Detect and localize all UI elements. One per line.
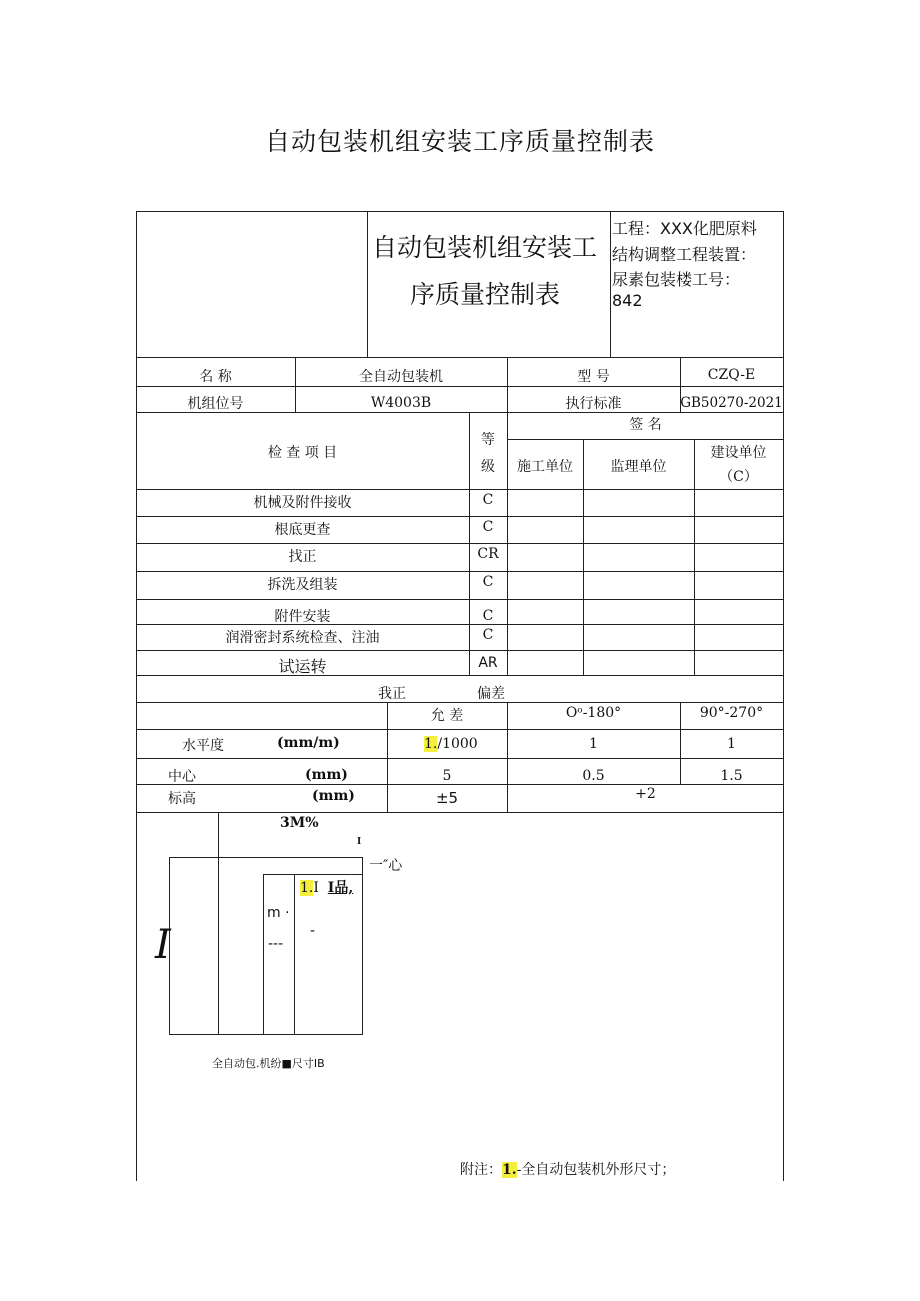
check-grade: C xyxy=(482,574,494,590)
project-line: 842 xyxy=(612,291,643,310)
deviation-allow: 5 xyxy=(442,768,452,784)
deviation-value: 1 xyxy=(727,736,736,752)
drawing-label-m: m · xyxy=(267,905,290,921)
deviation-value: +2 xyxy=(635,786,656,802)
project-line: 工程：XXX化肥原料 xyxy=(612,219,757,238)
check-item: 找正 xyxy=(288,549,317,565)
drawing-label-dot: - xyxy=(310,923,316,939)
unit-no-value: W4003B xyxy=(370,395,432,411)
unit-no-label: 机组位号 xyxy=(187,396,244,412)
model-value: CZQ-E xyxy=(707,367,756,383)
check-item: 试运转 xyxy=(278,657,327,676)
drawing-label-inner: 1.I I品, xyxy=(300,880,354,896)
range2-header: 90°-270° xyxy=(699,705,764,721)
deviation-label: 标高 xyxy=(168,791,196,807)
form-title-line2: 序质量控制表 xyxy=(410,280,561,309)
check-grade: C xyxy=(482,519,494,535)
grade-header: 等 xyxy=(481,432,495,448)
drawing-tick: I xyxy=(357,837,362,847)
sign-header: 签 名 xyxy=(629,417,662,433)
deviation-value: 0.5 xyxy=(582,768,605,784)
model-label: 型 号 xyxy=(577,369,610,385)
supervision-header: 监理单位 xyxy=(610,459,667,475)
deviation-title-right: 偏差 xyxy=(477,686,505,702)
drawing-label-top: 3M% xyxy=(280,815,319,831)
deviation-value: 1.5 xyxy=(720,768,743,784)
check-grade: CR xyxy=(477,546,499,562)
drawing-caption: 全自动包.机纷■尺寸IB xyxy=(212,1057,325,1070)
check-grade: AR xyxy=(478,655,498,671)
name-label: 名 称 xyxy=(199,369,232,385)
note: 附注：1.-全自动包装机外形尺寸； xyxy=(460,1162,676,1178)
name-value: 全自动包装机 xyxy=(359,369,443,385)
owner-header: （C） xyxy=(719,469,758,485)
deviation-title-left: 我正 xyxy=(378,686,406,702)
check-item: 根底更查 xyxy=(274,522,331,538)
deviation-unit: (mm) xyxy=(305,767,348,783)
deviation-label: 中心 xyxy=(168,769,196,785)
project-line: 结构调整工程装置： xyxy=(612,245,757,264)
deviation-unit: (mm/m) xyxy=(277,735,340,751)
deviation-value: 1 xyxy=(589,736,598,752)
construction-header: 施工单位 xyxy=(517,459,573,475)
check-item: 附件安装 xyxy=(274,609,331,625)
check-item: 机械及附件接收 xyxy=(253,495,352,511)
range1-header: Oᵒ-180° xyxy=(565,705,622,721)
grade-header: 级 xyxy=(481,459,495,475)
drawing-big-letter: I xyxy=(155,922,171,968)
check-item: 拆洗及组装 xyxy=(267,577,338,593)
frame-top xyxy=(136,211,784,212)
deviation-unit: (mm) xyxy=(312,788,355,804)
form-title-line1: 自动包装机组安装工 xyxy=(372,233,598,262)
allow-header: 允 差 xyxy=(430,708,464,724)
drawing-label-dash: --- xyxy=(268,936,284,952)
check-item-header: 检 查 项 目 xyxy=(267,445,338,461)
check-item: 润滑密封系统检查、注油 xyxy=(225,630,380,646)
check-grade: C xyxy=(482,492,494,508)
project-line: 尿素包装楼工号： xyxy=(612,270,741,289)
deviation-allow: 1./1000 xyxy=(424,736,478,752)
standard-value: GB50270-2021 xyxy=(680,395,783,411)
drawing-label-side: 一″心 xyxy=(369,858,403,874)
owner-header: 建设单位 xyxy=(710,445,767,461)
check-grade: C xyxy=(482,608,494,624)
standard-label: 执行标准 xyxy=(565,396,622,412)
check-grade: C xyxy=(482,627,494,643)
deviation-label: 水平度 xyxy=(182,738,224,754)
deviation-allow: ±5 xyxy=(435,789,459,807)
page-title: 自动包装机组安装工序质量控制表 xyxy=(264,127,655,156)
